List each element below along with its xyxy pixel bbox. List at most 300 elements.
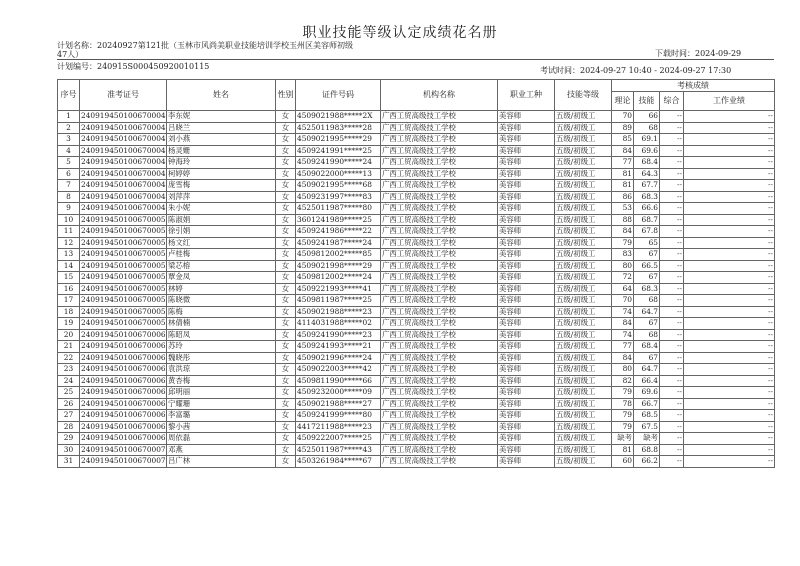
- row-id-number: 4509812002*****85: [296, 249, 381, 261]
- row-gender: 女: [276, 306, 296, 318]
- row-comprehensive-score: --: [660, 283, 684, 295]
- row-work-score: --: [684, 283, 775, 295]
- row-seq: 12: [58, 237, 80, 249]
- row-gender: 女: [276, 203, 296, 215]
- row-seq: 16: [58, 283, 80, 295]
- row-seq: 18: [58, 306, 80, 318]
- row-name: 周依磊: [167, 433, 276, 445]
- row-ticket: 240919450100670006: [81, 364, 166, 374]
- row-org: 广西工贸高级技工学校: [381, 145, 498, 157]
- row-name: 杨灵姗: [167, 145, 276, 157]
- row-comprehensive-score: --: [660, 398, 684, 410]
- row-seq: 27: [58, 410, 80, 422]
- row-comprehensive-score: --: [660, 168, 684, 180]
- row-trade: 美容师: [498, 306, 555, 318]
- row-theory-score: 84: [612, 145, 634, 157]
- row-level: 五级/初级工: [555, 421, 612, 433]
- row-org: 广西工贸高级技工学校: [381, 329, 498, 341]
- row-org: 广西工贸高级技工学校: [381, 122, 498, 134]
- row-seq: 30: [58, 444, 80, 456]
- row-name: 陈晓微: [167, 295, 276, 307]
- row-skill-score: 66.4: [634, 375, 660, 387]
- row-name: 柯婷婷: [167, 168, 276, 180]
- row-trade: 美容师: [498, 157, 555, 169]
- row-level: 五级/初级工: [555, 398, 612, 410]
- table-row: [58, 283, 775, 295]
- row-org: 广西工贸高级技工学校: [381, 410, 498, 422]
- row-seq: 22: [58, 352, 80, 364]
- row-skill-score: 66.7: [634, 398, 660, 410]
- row-theory-score: 70: [612, 111, 634, 123]
- row-trade: 美容师: [498, 295, 555, 307]
- row-name: 黄杏梅: [167, 375, 276, 387]
- row-skill-score: 68: [634, 122, 660, 134]
- row-id-number: 4509022003*****42: [296, 364, 381, 376]
- row-org: 广西工贸高级技工学校: [381, 433, 498, 445]
- row-skill-score: 缺考: [634, 433, 660, 445]
- row-gender: 女: [276, 375, 296, 387]
- row-theory-score: 84: [612, 352, 634, 364]
- row-theory-score: 84: [612, 226, 634, 238]
- row-seq: 15: [58, 272, 80, 284]
- table-row: [58, 375, 775, 387]
- row-seq: 28: [58, 421, 80, 433]
- table-row: [58, 295, 775, 307]
- row-comprehensive-score: --: [660, 272, 684, 284]
- row-skill-score: 69.6: [634, 387, 660, 399]
- row-ticket: 240919450100670004: [81, 157, 166, 167]
- row-level: 五级/初级工: [555, 456, 612, 468]
- row-work-score: --: [684, 111, 775, 123]
- row-work-score: --: [684, 398, 775, 410]
- row-comprehensive-score: --: [660, 226, 684, 238]
- download-time: 下载时间：2024-09-29: [655, 49, 742, 58]
- row-gender: 女: [276, 410, 296, 422]
- row-seq: 20: [58, 329, 80, 341]
- table-row: [58, 191, 775, 203]
- row-gender: 女: [276, 134, 296, 146]
- table-row: [58, 180, 775, 192]
- row-level: 五级/初级工: [555, 180, 612, 192]
- row-id-number: 4509021998*****29: [296, 260, 381, 272]
- row-id-number: 3601241989*****25: [296, 214, 381, 226]
- row-level: 五级/初级工: [555, 191, 612, 203]
- row-org: 广西工贸高级技工学校: [381, 249, 498, 261]
- row-skill-score: 69.1: [634, 134, 660, 146]
- col-id: 证件号码: [296, 80, 381, 111]
- row-theory-score: 86: [612, 191, 634, 203]
- table-row: [58, 134, 775, 146]
- row-ticket: 240919450100670005: [81, 237, 166, 247]
- row-work-score: --: [684, 410, 775, 422]
- row-ticket: 240919450100670006: [81, 387, 166, 397]
- row-seq: 21: [58, 341, 80, 353]
- row-name: 朱小妮: [167, 203, 276, 215]
- row-seq: 11: [58, 226, 80, 238]
- row-level: 五级/初级工: [555, 203, 612, 215]
- plan-name: [57, 41, 353, 50]
- row-trade: 美容师: [498, 111, 555, 123]
- row-org: 广西工贸高级技工学校: [381, 318, 498, 330]
- table-row: [58, 237, 775, 249]
- row-skill-score: 66.6: [634, 203, 660, 215]
- plan-name-label: 计划名称：: [57, 41, 97, 50]
- row-theory-score: 88: [612, 214, 634, 226]
- table-row: [58, 157, 775, 169]
- row-work-score: --: [684, 145, 775, 157]
- table-row: [58, 272, 775, 284]
- table-row: [58, 214, 775, 226]
- row-skill-score: 68: [634, 329, 660, 341]
- row-work-score: --: [684, 375, 775, 387]
- row-trade: 美容师: [498, 387, 555, 399]
- row-theory-score: 79: [612, 421, 634, 433]
- row-work-score: --: [684, 352, 775, 364]
- table-row: [58, 341, 775, 353]
- row-gender: 女: [276, 364, 296, 376]
- row-id-number: 4509241986*****22: [296, 226, 381, 238]
- row-trade: 美容师: [498, 433, 555, 445]
- row-skill-score: 67.8: [634, 226, 660, 238]
- row-skill-score: 66: [634, 111, 660, 123]
- row-seq: 13: [58, 249, 80, 261]
- row-gender: 女: [276, 145, 296, 157]
- row-name: 李富璐: [167, 410, 276, 422]
- row-comprehensive-score: --: [660, 111, 684, 123]
- row-skill-score: 67.5: [634, 421, 660, 433]
- row-org: 广西工贸高级技工学校: [381, 237, 498, 249]
- row-work-score: --: [684, 387, 775, 399]
- roster-body: [58, 111, 775, 468]
- row-work-score: --: [684, 134, 775, 146]
- row-ticket: 240919450100670004: [81, 145, 166, 155]
- row-comprehensive-score: --: [660, 249, 684, 261]
- plan-name-continued: 47人）: [57, 50, 84, 59]
- row-org: 广西工贸高级技工学校: [381, 214, 498, 226]
- row-ticket: 240919450100670005: [81, 272, 166, 282]
- row-ticket: 240919450100670006: [81, 352, 166, 362]
- table-row: [58, 421, 775, 433]
- row-ticket: 240919450100670005: [81, 306, 166, 316]
- row-skill-score: 64.7: [634, 306, 660, 318]
- row-skill-score: 68.4: [634, 341, 660, 353]
- row-comprehensive-score: --: [660, 387, 684, 399]
- table-row: [58, 111, 775, 123]
- row-id-number: 4509021988*****23: [296, 306, 381, 318]
- row-gender: 女: [276, 352, 296, 364]
- row-name: 魏晓彤: [167, 352, 276, 364]
- plan-number-value: 240915S000450920010115: [97, 62, 210, 71]
- row-level: 五级/初级工: [555, 295, 612, 307]
- row-skill-score: 67: [634, 318, 660, 330]
- row-trade: 美容师: [498, 421, 555, 433]
- row-theory-score: 89: [612, 122, 634, 134]
- row-gender: 女: [276, 341, 296, 353]
- row-trade: 美容师: [498, 444, 555, 456]
- row-org: 广西工贸高级技工学校: [381, 260, 498, 272]
- row-org: 广西工贸高级技工学校: [381, 168, 498, 180]
- row-id-number: 4509021988*****2X: [296, 111, 381, 123]
- row-name: 邱明丽: [167, 387, 276, 399]
- row-theory-score: 70: [612, 295, 634, 307]
- row-skill-score: 69.6: [634, 145, 660, 157]
- row-work-score: --: [684, 456, 775, 468]
- row-work-score: --: [684, 226, 775, 238]
- row-work-score: --: [684, 341, 775, 353]
- row-name: 杨文红: [167, 237, 276, 249]
- row-theory-score: 79: [612, 387, 634, 399]
- table-row: [58, 318, 775, 330]
- row-trade: 美容师: [498, 341, 555, 353]
- row-org: 广西工贸高级技工学校: [381, 180, 498, 192]
- row-seq: 24: [58, 375, 80, 387]
- row-trade: 美容师: [498, 249, 555, 261]
- row-work-score: --: [684, 364, 775, 376]
- row-skill-score: 68.7: [634, 214, 660, 226]
- row-skill-score: 66.2: [634, 456, 660, 468]
- row-comprehensive-score: --: [660, 375, 684, 387]
- table-row: [58, 226, 775, 238]
- table-row: [58, 398, 775, 410]
- row-gender: 女: [276, 444, 296, 456]
- col-level: 技能等级: [555, 80, 612, 111]
- row-name: 徐引娟: [167, 226, 276, 238]
- row-comprehensive-score: --: [660, 306, 684, 318]
- row-id-number: 4509232000*****09: [296, 387, 381, 399]
- row-name: 陈昭凤: [167, 329, 276, 341]
- row-skill-score: 68.4: [634, 157, 660, 169]
- row-work-score: --: [684, 203, 775, 215]
- row-work-score: --: [684, 260, 775, 272]
- row-id-number: 4509021995*****68: [296, 180, 381, 192]
- row-skill-score: 68.3: [634, 191, 660, 203]
- row-ticket: 240919450100670007: [81, 456, 166, 466]
- row-level: 五级/初级工: [555, 214, 612, 226]
- row-id-number: 4509021996*****24: [296, 352, 381, 364]
- row-skill-score: 67: [634, 249, 660, 261]
- row-name: 李东妮: [167, 111, 276, 123]
- row-trade: 美容师: [498, 214, 555, 226]
- row-comprehensive-score: --: [660, 260, 684, 272]
- row-gender: 女: [276, 214, 296, 226]
- row-work-score: --: [684, 180, 775, 192]
- row-work-score: --: [684, 433, 775, 445]
- row-level: 五级/初级工: [555, 237, 612, 249]
- table-row: [58, 203, 775, 215]
- row-gender: 女: [276, 433, 296, 445]
- row-ticket: 240919450100670004: [81, 111, 166, 121]
- row-work-score: --: [684, 168, 775, 180]
- table-row: [58, 387, 775, 399]
- col-skill: 技能: [634, 92, 660, 111]
- row-theory-score: 81: [612, 444, 634, 456]
- row-name: 梁芯榕: [167, 260, 276, 272]
- row-level: 五级/初级工: [555, 111, 612, 123]
- row-name: 黎小茜: [167, 421, 276, 433]
- row-ticket: 240919450100670005: [81, 318, 166, 328]
- row-seq: 31: [58, 456, 80, 468]
- row-id-number: 4525011987*****43: [296, 444, 381, 456]
- row-name: 林婷: [167, 283, 276, 295]
- row-seq: 3: [58, 134, 80, 146]
- row-comprehensive-score: --: [660, 295, 684, 307]
- row-name: 宁耀珊: [167, 398, 276, 410]
- row-ticket: 240919450100670007: [81, 444, 166, 454]
- table-row: [58, 168, 775, 180]
- row-org: 广西工贸高级技工学校: [381, 387, 498, 399]
- row-org: 广西工贸高级技工学校: [381, 456, 498, 468]
- row-trade: 美容师: [498, 272, 555, 284]
- row-comprehensive-score: --: [660, 214, 684, 226]
- row-trade: 美容师: [498, 329, 555, 341]
- row-skill-score: 68.3: [634, 283, 660, 295]
- row-theory-score: 77: [612, 157, 634, 169]
- row-level: 五级/初级工: [555, 145, 612, 157]
- col-seq: 序号: [58, 80, 80, 111]
- col-theory: 理论: [612, 92, 634, 111]
- row-level: 五级/初级工: [555, 444, 612, 456]
- row-trade: 美容师: [498, 145, 555, 157]
- row-gender: 女: [276, 157, 296, 169]
- row-theory-score: 77: [612, 341, 634, 353]
- row-org: 广西工贸高级技工学校: [381, 283, 498, 295]
- row-skill-score: 68.5: [634, 410, 660, 422]
- row-seq: 1: [58, 111, 80, 123]
- row-skill-score: 64.7: [634, 364, 660, 376]
- row-ticket: 240919450100670006: [81, 329, 166, 339]
- header-divider: [57, 59, 774, 60]
- score-roster-table: [57, 79, 775, 468]
- row-id-number: 4509231997*****83: [296, 191, 381, 203]
- row-ticket: 240919450100670004: [81, 180, 166, 190]
- row-theory-score: 74: [612, 329, 634, 341]
- row-theory-score: 缺考: [612, 433, 634, 445]
- row-id-number: 4509022000*****13: [296, 168, 381, 180]
- row-name: 卢桂梅: [167, 249, 276, 261]
- row-skill-score: 68: [634, 295, 660, 307]
- row-org: 广西工贸高级技工学校: [381, 341, 498, 353]
- row-name: 刘小燕: [167, 134, 276, 146]
- row-skill-score: 67: [634, 272, 660, 284]
- row-ticket: 240919450100670006: [81, 410, 166, 420]
- row-ticket: 240919450100670005: [81, 226, 166, 236]
- row-org: 广西工贸高级技工学校: [381, 295, 498, 307]
- row-work-score: --: [684, 191, 775, 203]
- row-gender: 女: [276, 398, 296, 410]
- row-seq: 26: [58, 398, 80, 410]
- row-org: 广西工贸高级技工学校: [381, 226, 498, 238]
- row-theory-score: 80: [612, 364, 634, 376]
- row-trade: 美容师: [498, 122, 555, 134]
- row-seq: 9: [58, 203, 80, 215]
- row-ticket: 240919450100670005: [81, 283, 166, 293]
- row-gender: 女: [276, 387, 296, 399]
- row-org: 广西工贸高级技工学校: [381, 111, 498, 123]
- row-comprehensive-score: --: [660, 444, 684, 456]
- row-comprehensive-score: --: [660, 410, 684, 422]
- row-comprehensive-score: --: [660, 329, 684, 341]
- row-comprehensive-score: --: [660, 191, 684, 203]
- row-comprehensive-score: --: [660, 180, 684, 192]
- row-work-score: --: [684, 237, 775, 249]
- row-ticket: 240919450100670004: [81, 168, 166, 178]
- row-work-score: --: [684, 249, 775, 261]
- row-skill-score: 68.8: [634, 444, 660, 456]
- row-org: 广西工贸高级技工学校: [381, 191, 498, 203]
- row-gender: 女: [276, 456, 296, 468]
- row-theory-score: 78: [612, 398, 634, 410]
- row-ticket: 240919450100670004: [81, 122, 166, 132]
- row-name: 陈淑娟: [167, 214, 276, 226]
- row-comprehensive-score: --: [660, 318, 684, 330]
- col-work-performance: 工作业绩: [684, 92, 775, 111]
- table-row: [58, 260, 775, 272]
- row-comprehensive-score: --: [660, 134, 684, 146]
- row-trade: 美容师: [498, 318, 555, 330]
- row-seq: 5: [58, 157, 80, 169]
- table-row: [58, 456, 775, 468]
- row-comprehensive-score: --: [660, 157, 684, 169]
- row-org: 广西工贸高级技工学校: [381, 157, 498, 169]
- row-ticket: 240919450100670005: [81, 249, 166, 259]
- col-name: 姓名: [167, 80, 276, 111]
- row-theory-score: 53: [612, 203, 634, 215]
- row-ticket: 240919450100670004: [81, 203, 166, 213]
- row-trade: 美容师: [498, 283, 555, 295]
- row-name: 林倩楠: [167, 318, 276, 330]
- row-comprehensive-score: --: [660, 145, 684, 157]
- table-row: [58, 306, 775, 318]
- row-theory-score: 72: [612, 272, 634, 284]
- row-seq: 7: [58, 180, 80, 192]
- row-id-number: 4114031988*****02: [296, 318, 381, 330]
- row-gender: 女: [276, 318, 296, 330]
- row-gender: 女: [276, 122, 296, 134]
- row-seq: 14: [58, 260, 80, 272]
- row-id-number: 4503261984*****67: [296, 456, 381, 468]
- row-level: 五级/初级工: [555, 260, 612, 272]
- row-theory-score: 64: [612, 283, 634, 295]
- row-level: 五级/初级工: [555, 410, 612, 422]
- table-row: [58, 410, 775, 422]
- row-seq: 4: [58, 145, 80, 157]
- row-org: 广西工贸高级技工学校: [381, 203, 498, 215]
- row-trade: 美容师: [498, 410, 555, 422]
- row-org: 广西工贸高级技工学校: [381, 421, 498, 433]
- row-trade: 美容师: [498, 456, 555, 468]
- exam-time: 考试时间：2024-09-27 10:40 - 2024-09-27 17:30: [540, 66, 732, 75]
- row-level: 五级/初级工: [555, 341, 612, 353]
- row-level: 五级/初级工: [555, 249, 612, 261]
- row-theory-score: 81: [612, 180, 634, 192]
- row-gender: 女: [276, 283, 296, 295]
- row-gender: 女: [276, 180, 296, 192]
- row-gender: 女: [276, 226, 296, 238]
- row-work-score: --: [684, 329, 775, 341]
- row-work-score: --: [684, 295, 775, 307]
- row-level: 五级/初级工: [555, 306, 612, 318]
- row-work-score: --: [684, 272, 775, 284]
- row-level: 五级/初级工: [555, 168, 612, 180]
- row-id-number: 4509241993*****21: [296, 341, 381, 353]
- row-gender: 女: [276, 237, 296, 249]
- row-skill-score: 67: [634, 352, 660, 364]
- row-comprehensive-score: --: [660, 203, 684, 215]
- row-seq: 6: [58, 168, 80, 180]
- row-org: 广西工贸高级技工学校: [381, 352, 498, 364]
- table-row: [58, 145, 775, 157]
- row-comprehensive-score: --: [660, 456, 684, 468]
